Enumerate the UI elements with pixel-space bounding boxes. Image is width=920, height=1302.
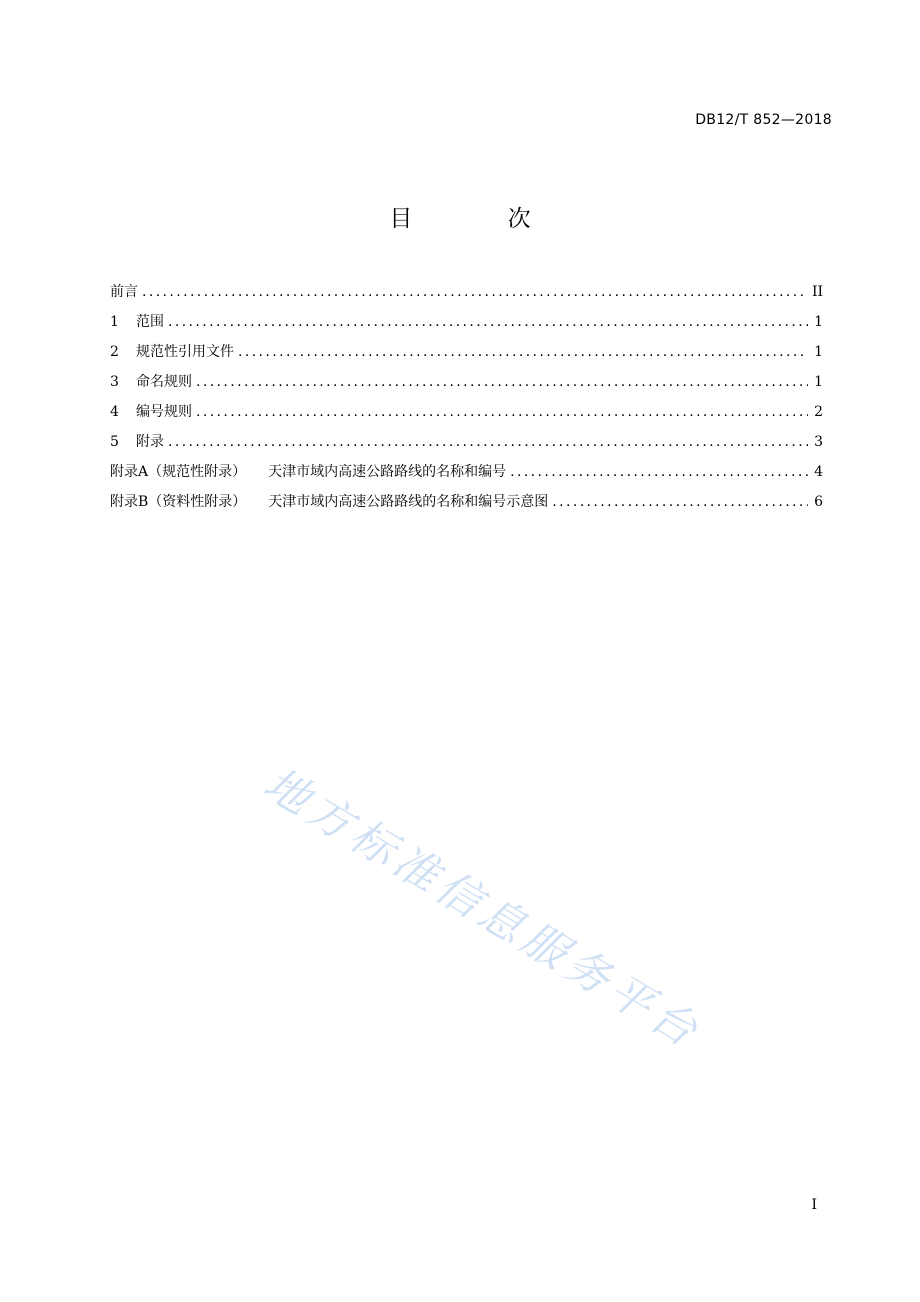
toc-entry-text: 范围 (136, 314, 164, 330)
toc-entry-appendix[interactable] (110, 427, 823, 457)
toc-entry-text: 天津市域内高速公路路线的名称和编号示意图 (268, 494, 549, 510)
toc-entry-number: 4 (110, 404, 119, 420)
watermark: 地方标准信息服务平台 (255, 758, 711, 1060)
page-number: I (811, 1197, 817, 1213)
toc-entry-normative-references[interactable] (110, 337, 823, 367)
dot-leader (510, 457, 808, 487)
table-of-contents (110, 277, 823, 517)
toc-entry-numbering-rules[interactable] (110, 397, 823, 427)
dot-leader (196, 397, 808, 427)
toc-entry-text: 编号规则 (136, 404, 192, 420)
toc-entry-page: 2 (814, 404, 823, 420)
toc-entry-page: II (811, 284, 823, 300)
toc-entry-text: 规范性引用文件 (136, 344, 234, 360)
toc-entry-number: 2 (110, 344, 119, 360)
toc-entry-page: 1 (814, 374, 823, 390)
dot-leader (168, 307, 808, 337)
toc-entry-prefix: 附录B（资料性附录） (110, 494, 247, 510)
toc-entry-page: 1 (814, 314, 823, 330)
toc-entry-number: 3 (110, 374, 119, 390)
toc-entry-number: 1 (110, 314, 119, 330)
toc-entry-text: 天津市域内高速公路路线的名称和编号 (268, 464, 507, 480)
toc-entry-page: 4 (814, 464, 823, 480)
toc-entry-appendix-a[interactable] (110, 457, 823, 487)
dot-leader (238, 337, 808, 367)
toc-entry-naming-rules[interactable] (110, 367, 823, 397)
toc-entry-page: 6 (814, 494, 823, 510)
dot-leader (142, 277, 806, 307)
toc-entry-prefix: 附录A（规范性附录） (110, 464, 247, 480)
dot-leader (168, 427, 808, 457)
dot-leader (552, 487, 808, 517)
toc-entry-page: 1 (814, 344, 823, 360)
toc-entry-page: 3 (814, 434, 823, 450)
dot-leader (196, 367, 808, 397)
toc-entry-text: 前言 (110, 284, 138, 300)
toc-entry-number: 5 (110, 434, 119, 450)
page-title: 目 次 (389, 206, 575, 232)
document-code: DB12/T 852—2018 (695, 112, 832, 128)
toc-entry-text: 附录 (136, 434, 164, 450)
toc-entry-appendix-b[interactable] (110, 487, 823, 517)
toc-entry-text: 命名规则 (136, 374, 192, 390)
toc-entry-scope[interactable] (110, 307, 823, 337)
toc-entry-foreword[interactable] (110, 277, 823, 307)
